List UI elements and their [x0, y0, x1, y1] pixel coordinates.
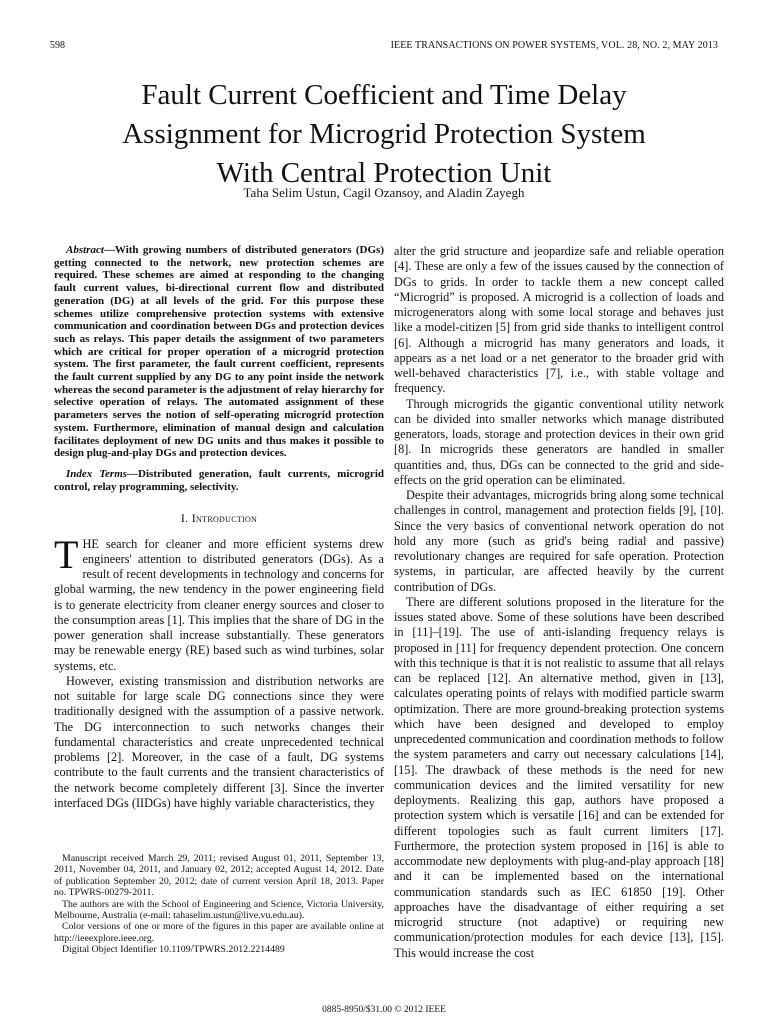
- left-column: [54, 244, 384, 811]
- footnote-color: Color versions of one or more of the figures in this paper are available online at http://ieeexplore.ieee.org.: [54, 921, 384, 944]
- index-terms-heading: Index Terms: [66, 467, 128, 480]
- drop-cap: T: [54, 531, 79, 577]
- paper-title: [40, 76, 728, 193]
- copyright-footer: 0885-8950/$31.00 © 2012 IEEE: [322, 1005, 446, 1015]
- index-terms-text: —Distributed generation, fault currents, microgrid control, relay programming, selectivity.: [54, 467, 384, 493]
- intro-paragraph-1: [54, 531, 384, 674]
- title-line-2: Assignment for Microgrid Protection System: [122, 118, 646, 150]
- right-column: [394, 244, 724, 961]
- title-line-1: Fault Current Coefficient and Time Delay: [141, 79, 627, 111]
- footnote-manuscript: Manuscript received March 29, 2011; revised August 01, 2011, September 13, 2011, November 04, 2011, and January 02, 2012; accepted August 14, 2012. Date of publication September 20, 2012; date of current version April 18, 2013. Paper no. TPWRS-00279-2011.: [54, 853, 384, 899]
- footnotes: [54, 853, 384, 956]
- title-line-3: With Central Protection Unit: [216, 157, 552, 189]
- abstract: [54, 244, 384, 460]
- right-paragraph-1: alter the grid structure and jeopardize safe and reliable operation [4]. These are only a few of the issues caused by the connection of DGs to grids. In order to tackle them a new concept called “Microgrid” is proposed. A microgrid is a collection of loads and microgenerators along with some local storage and behaves just like a model-citizen [5] from grid side thanks to intelligent control [6]. Although a microgrid has many generators and loads, it appears as a net load or a net generator to the broader grid with well-behaved characteristics [7], i.e., with stable voltage and frequency.: [394, 244, 724, 396]
- footnote-affiliation: The authors are with the School of Engineering and Science, Victoria University, Melbourne, Australia (e-mail: tahaselim.ustun@live.vu.edu.au).: [54, 898, 384, 922]
- intro-paragraph-1-text: search for cleaner and more efficient systems drew engineers' attention to distributed generators (DGs). As a result of recent developments in technology and concerns for global warming, the new tendency in the power engineering field is to generate electricity from cleaner energy sources and closer to the consumption areas [1]. This implies that the share of DG in the power generation shall increase substantially. These generators may be renewable energy (RE) based such as wind turbines, solar systems, etc.: [54, 536, 384, 673]
- abstract-heading: Abstract: [66, 244, 104, 256]
- journal-header: IEEE TRANSACTIONS ON POWER SYSTEMS, VOL. 28, NO. 2, MAY 2013: [390, 40, 718, 51]
- index-terms: [54, 468, 384, 493]
- right-paragraph-4: There are different solutions proposed in the literature for the issues stated above. Some of these solutions have been described in [11]–[19]. The use of anti-islanding frequency relays is proposed in [11] for frequency dependent protection. One concern with this technique is that it is not realistic to assume that all relays can be replaced [12]. An alternative method, given in [13], calculates operating points of relays with modified particle swarm optimization. There are more ground-breaking protection systems which have been designed and developed to employ unprecedented communication and coordination methods to follow the system parameters and carry out necessary calculations [14], [15]. The drawback of these methods is the need for new communication devices and the limited versatility for new deployments. Realizing this gap, authors have proposed a protection system which is versatile [16] and can be extended for different topologies such as fault current limiters [17]. Furthermore, the protection system proposed in [16] is able to accommodate new deployments with plug-and-play approach [18] and it can be implemented based on the international communication standards such as IEC 61850 [19]. Other approaches have the disadvantage of either requiring a set microgrid structure (not adaptive) or requiring new communication/protection modules for each device [13], [15]. This would increase the cost: [394, 594, 724, 960]
- author-list: Taha Selim Ustun, Cagil Ozansoy, and Aladin Zayegh: [243, 185, 525, 200]
- section-numeral: I.: [180, 511, 189, 526]
- footnote-doi: Digital Object Identifier 10.1109/TPWRS.2012.2214489: [62, 944, 285, 956]
- section-title: Introduction: [191, 511, 258, 526]
- intro-paragraph-2: However, existing transmission and distribution networks are not suitable for large scale DG connections since they were traditionally designed with the assumption of a passive network. The DG interconnection to such networks changes their fundamental characteristics and create unprecedented technical problems [2]. Moreover, in the case of a fault, DG systems contribute to the fault currents and the transient characteristics of the network become completely different [3]. Since the inverter interfaced DGs (IIDGs) have highly variable characteristics, they: [54, 673, 384, 810]
- right-paragraph-3: Despite their advantages, microgrids bring along some technical challenges in control, management and protection fields [9], [10]. Since the very basics of conventional network operation do not hold any more (such as grid's being radial and passive) revolutionary changes are required for safe operation. Protection systems, in particular, are affected heavily by the current contribution of DGs.: [394, 488, 724, 594]
- section-heading: [54, 511, 384, 526]
- right-paragraph-2: Through microgrids the gigantic conventional utility network can be divided into smaller networks which manage distributed generators, loads, storage and protection devices in their own grid [8]. In microgrids these generators are handled in smaller quantities and, thus, DGs can be connected to the grid and side-effects on the grid operation can be eliminated.: [394, 396, 724, 487]
- intro-opening-caps: HE: [82, 536, 99, 551]
- page-number: 598: [50, 40, 65, 51]
- abstract-text: —With growing numbers of distributed generators (DGs) getting connected to the network, new protection schemes are required. These schemes are aimed at responding to the changing fault current values, bi-directional current flow and distributed generation (DG) at all levels of the grid. For this purpose these schemes utilize comprehensive protection systems with extensive communication and coordination between DGs and protection devices such as relays. This paper details the assignment of two parameters which are critical for proper operation of a microgrid protection system. The first parameter, the fault current coefficient, represents the fault current supplied by any DG to any point inside the network whereas the second parameter is the adjustment of relay hierarchy for selective operation of relays. The automated assignment of these parameters serves the notion of self-operating microgrid protection system. Furthermore, elimination of manual design and calculation facilitates deployment of new DG units and thus makes it possible to design plug-and-play DGs and protection devices.: [54, 244, 384, 460]
